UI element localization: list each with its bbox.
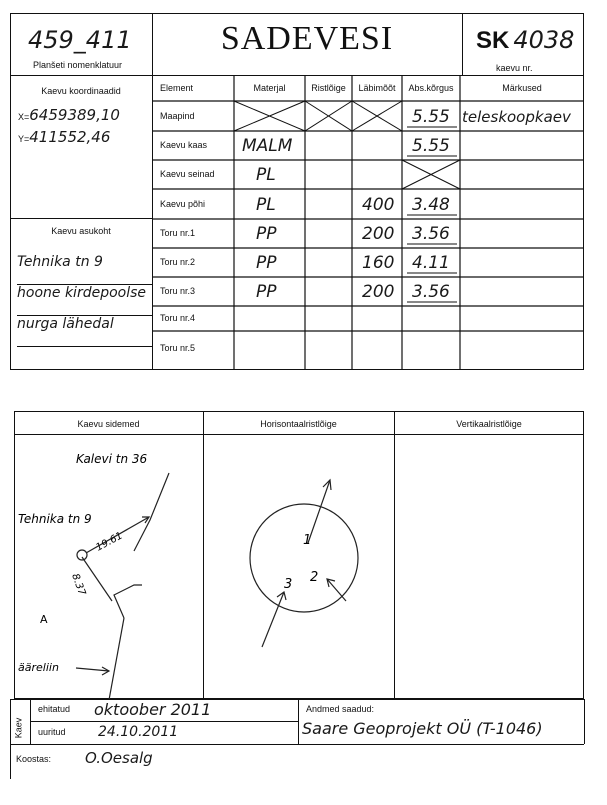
cell-diameter: 400	[362, 195, 395, 215]
cell-element: Kaevu kaas	[160, 140, 208, 150]
horizontal-sketch	[204, 435, 394, 699]
panel-horizontal-title: Horisontaalristlõige	[260, 419, 337, 429]
footer-row-divider	[30, 721, 298, 722]
header-notes: Märkused	[502, 83, 542, 93]
dimension-line-2	[82, 557, 112, 601]
cell-element: Kaevu seinad	[160, 169, 215, 179]
surveyed-label: uuritud	[38, 727, 66, 737]
header-material: Materjal	[253, 83, 286, 93]
building-line	[134, 473, 169, 551]
cell-element: Toru nr.3	[160, 286, 196, 296]
cell-diameter: 200	[362, 224, 395, 244]
header-abs: Abs.kõrgus	[408, 83, 454, 93]
cell-abs: 3.56	[412, 224, 450, 244]
location-lines	[17, 254, 152, 347]
cell-abs: 5.55	[412, 107, 450, 127]
well-symbol	[77, 550, 87, 560]
cell-element: Toru nr.2	[160, 257, 196, 267]
cell-element: Toru nr.4	[160, 313, 196, 323]
footer-left-border	[10, 699, 11, 779]
coord-x-prefix: X=	[18, 112, 30, 122]
location-label: Kaevu asukoht	[51, 226, 111, 236]
location-line-1: Tehnika tn 9	[17, 254, 152, 285]
coord-x-value: 6459389,10	[29, 106, 120, 124]
location-line-2: hoone kirdepoolse	[17, 285, 152, 316]
well-number-value: 4038	[513, 26, 575, 54]
coord-y-prefix: Y=	[18, 134, 30, 144]
cell-abs: 5.55	[412, 136, 450, 156]
coord-y-value: 411552,46	[29, 128, 111, 146]
sketch-dim-1: 19.61	[94, 530, 125, 554]
header-diameter: Läbimõõt	[358, 83, 396, 93]
nomenclature-value: 459_411	[28, 26, 132, 54]
pipe-arrow-3	[262, 592, 284, 647]
coord-x	[18, 106, 120, 125]
cell-material: PL	[256, 195, 276, 215]
sketch-street-1: Kalevi tn 36	[76, 452, 148, 466]
cell-material: PP	[256, 253, 277, 273]
pipe-label-3: 3	[284, 577, 293, 592]
col-divider-right	[462, 13, 463, 75]
cell-material: MALM	[242, 136, 293, 156]
panel-connections-title: Kaevu sidemed	[77, 419, 140, 429]
pipe-arrow-2	[327, 579, 346, 601]
footer-side-label: Kaev	[13, 717, 24, 739]
footer-mid-line	[10, 744, 584, 745]
well-number-prefix: SK	[476, 27, 510, 54]
cell-element: Toru nr.5	[160, 343, 196, 353]
author-value: O.Oesalg	[85, 749, 153, 767]
page-title: SADEVESI	[220, 20, 394, 57]
cell-abs: 4.11	[412, 253, 450, 273]
well-number-label: kaevu nr.	[496, 63, 533, 73]
cell-element: Toru nr.1	[160, 228, 196, 238]
cell-abs: 3.48	[412, 195, 450, 215]
cell-note: teleskoopkaev	[462, 108, 571, 126]
panel-vertical-title: Vertikaalristlõige	[456, 419, 522, 429]
location-line-3: nurga lähedal	[17, 316, 152, 347]
surveyed-value: 24.10.2011	[98, 724, 179, 740]
coord-y	[18, 128, 110, 147]
footer-right-border	[584, 699, 585, 744]
cell-material: PP	[256, 282, 277, 302]
footer	[10, 699, 584, 779]
building-corner	[114, 585, 142, 618]
sketch-other: ääreliin	[18, 661, 59, 674]
main-table	[152, 75, 584, 370]
data-value: Saare Geoprojekt OÜ (T-1046)	[302, 719, 543, 738]
pipe-label-2: 2	[310, 570, 319, 585]
coords-label: Kaevu koordinaadid	[41, 86, 121, 96]
author-label: Koostas:	[16, 754, 52, 764]
header-cross: Ristlõige	[311, 83, 346, 93]
location-divider	[10, 218, 152, 219]
cell-diameter: 160	[362, 253, 395, 273]
cell-element: Kaevu põhi	[160, 199, 206, 209]
sketch-street-2: Tehnika tn 9	[18, 512, 92, 526]
cell-element: Maapind	[160, 111, 195, 121]
nomenclature-label: Planšeti nomenklatuur	[33, 60, 123, 70]
panel-divider-2	[394, 411, 395, 699]
built-value: oktoober 2011	[94, 700, 212, 719]
pipe-label-1: 1	[303, 533, 312, 548]
header-element: Element	[160, 83, 194, 93]
sketch-marker-a: A	[40, 613, 48, 626]
well-number	[476, 26, 574, 55]
data-label: Andmed saadud:	[306, 704, 375, 714]
corner-wall	[109, 618, 124, 699]
built-label: ehitatud	[38, 704, 71, 714]
cell-diameter: 200	[362, 282, 395, 302]
cell-material: PL	[256, 165, 276, 185]
cell-material: PP	[256, 224, 277, 244]
footer-col-divider	[298, 699, 299, 744]
connections-sketch	[14, 435, 203, 699]
sketch-dim-2: 8.37	[69, 572, 88, 597]
pipe-arrow-1	[308, 480, 330, 543]
cell-abs: 3.56	[412, 282, 450, 302]
